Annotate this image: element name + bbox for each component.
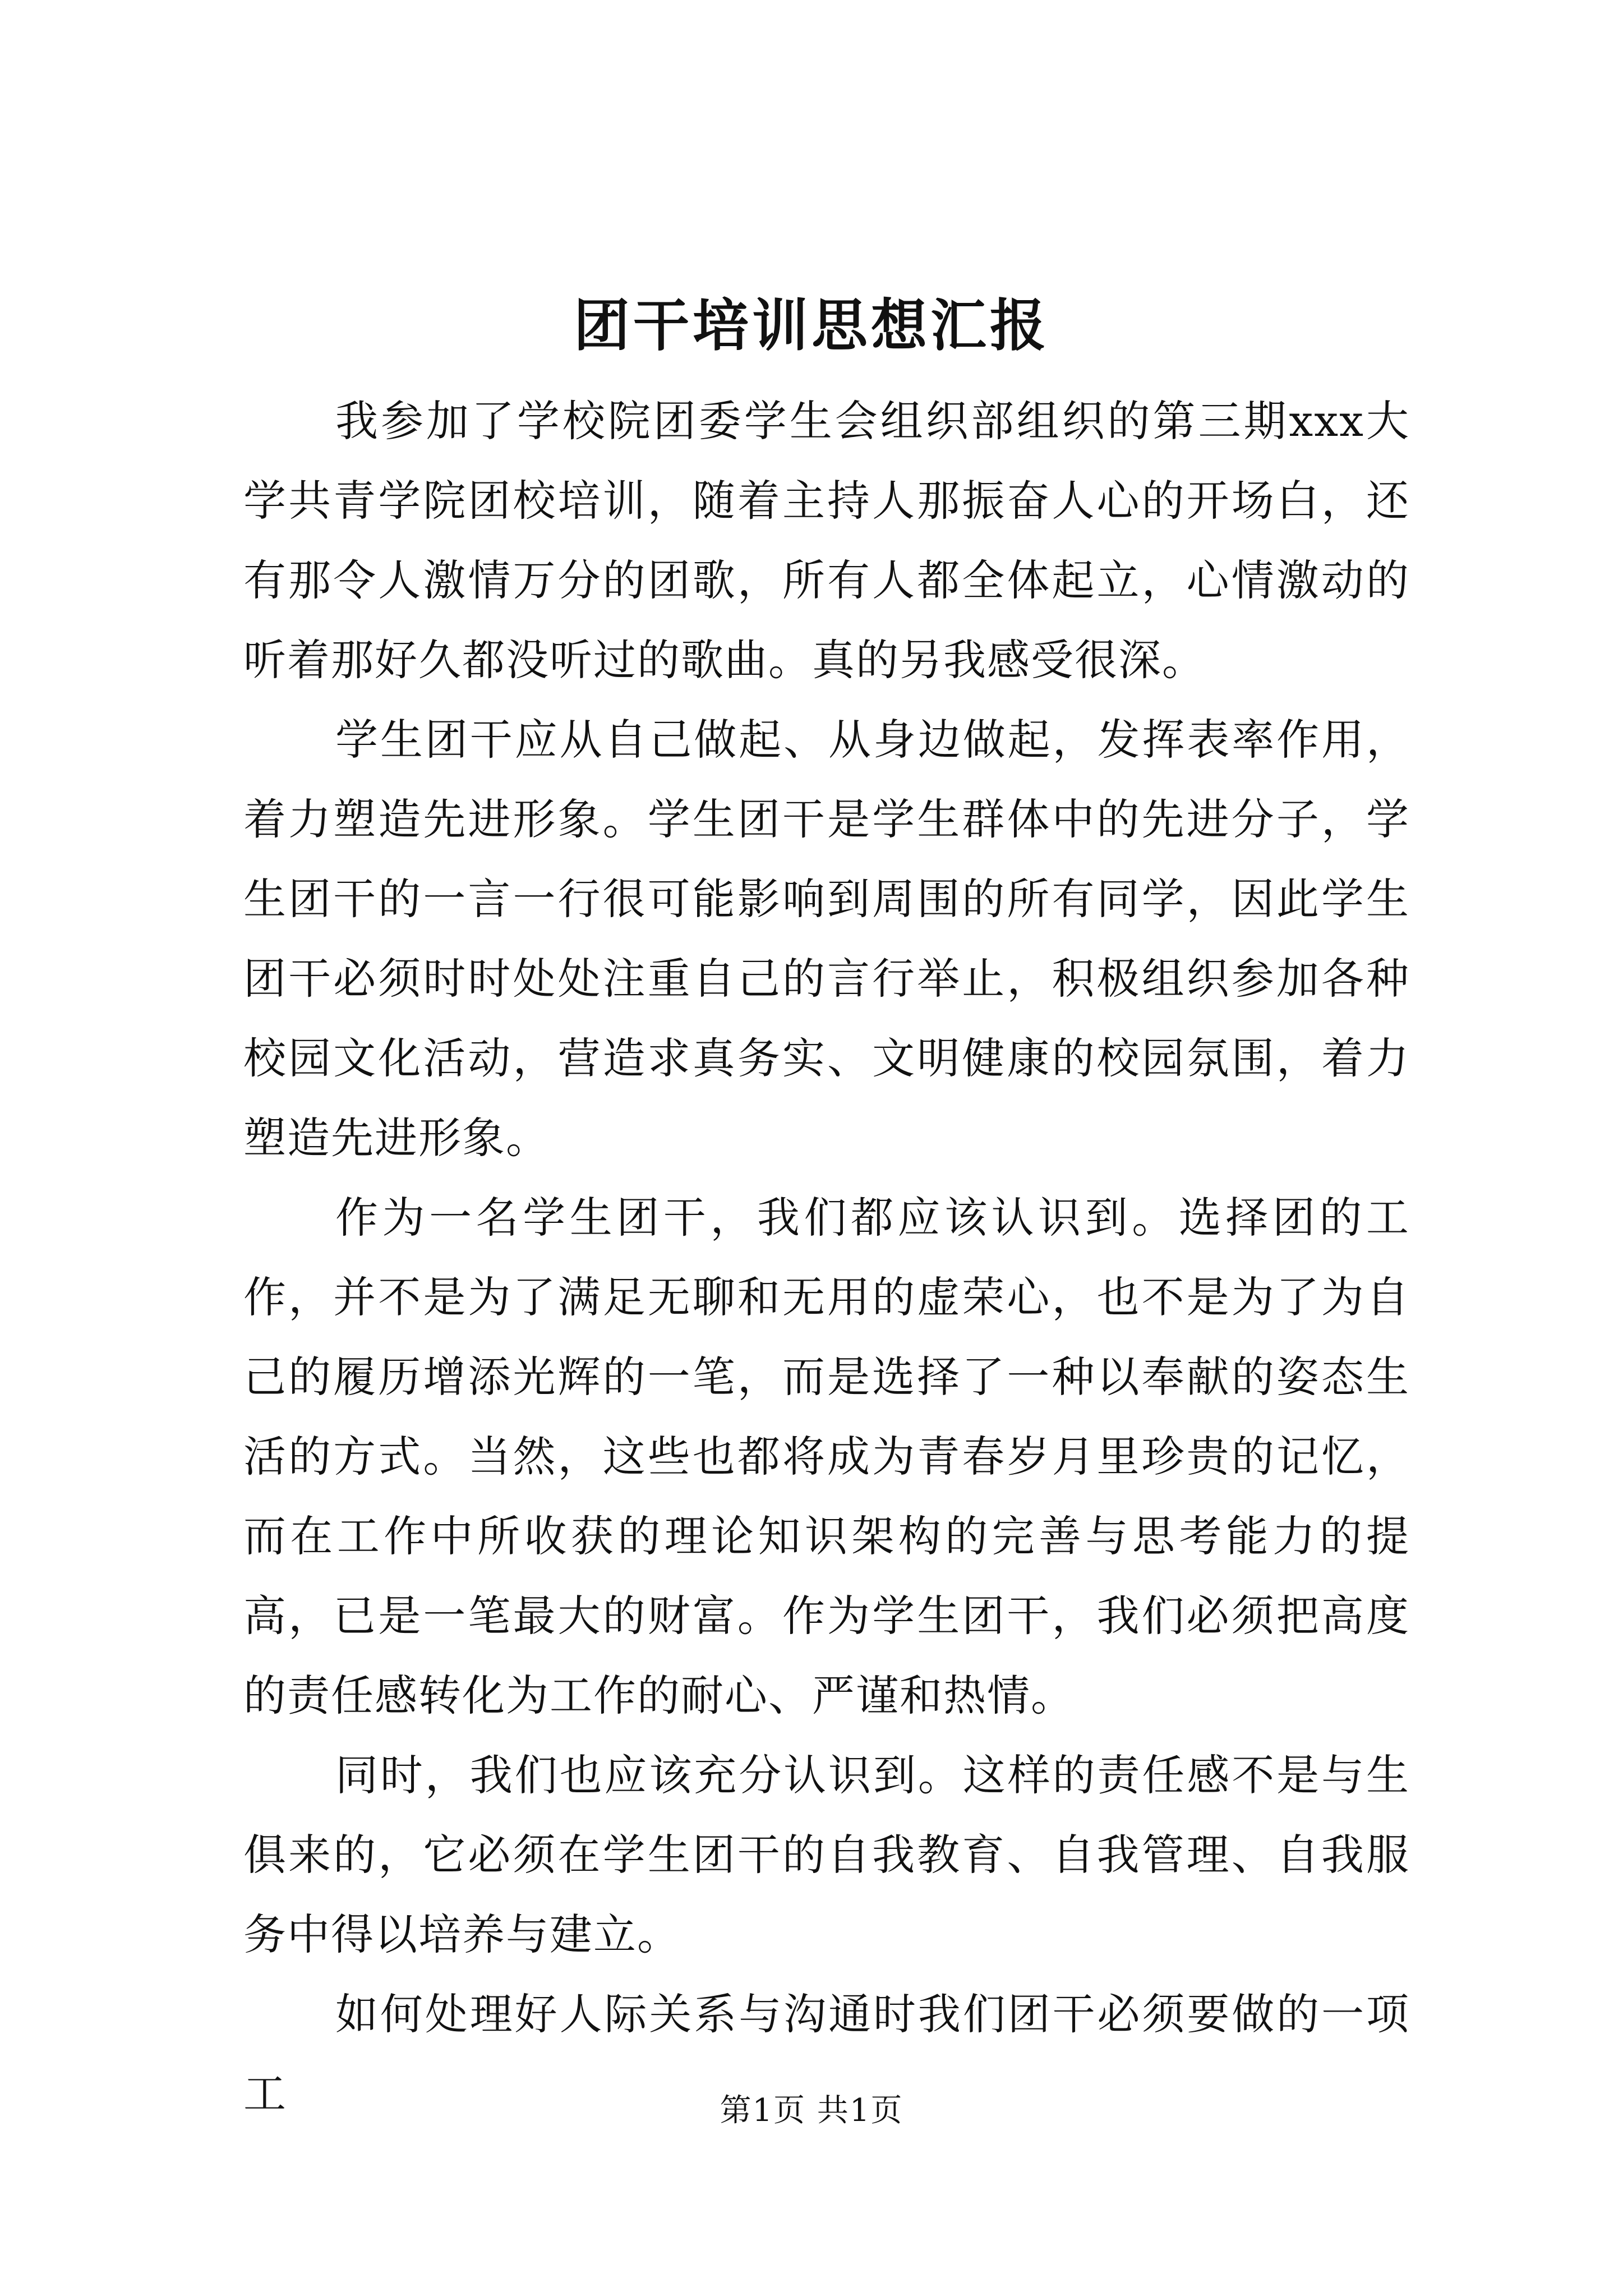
page-footer: 第1页 共1页 [720,2092,903,2129]
document-title: 团干培训思想汇报 [574,292,1049,358]
paragraph-1: 我参加了学校院团委学生会组织部组织的第三期xxx大学共青学院团校培训，随着主持人那振奋人心的开场白，还有那令人激情万分的团歌，所有人都全体起立，心情激动的听着那好久都没听过的歌曲。真的另我感受很深。 [243,396,1410,685]
paragraph-5: 如何处理好人际关系与沟通时我们团干必须要做的一项工 [243,1989,1410,2119]
paragraph-3: 作为一名学生团干，我们都应该认识到。选择团的工作，并不是为了满足无聊和无用的虚荣心，也不是为了为自己的履历增添光辉的一笔，而是选择了一种以奉献的姿态生活的方式。当然，这些也都将成为青春岁月里珍贵的记忆，而在工作中所收获的理论知识架构的完善与思考能力的提高，已是一笔最大的财富。作为学生团干，我们必须把高度的责任感转化为工作的耐心、严谨和热情。 [243,1193,1410,1720]
paragraph-2: 学生团干应从自己做起、从身边做起，发挥表率作用，着力塑造先进形象。学生团干是学生群体中的先进分子，学生团干的一言一行很可能影响到周围的所有同学，因此学生团干必须时时处处注重自己的言行举止，积极组织参加各种校园文化活动，营造求真务实、文明健康的校园氛围，着力塑造先进形象。 [243,715,1410,1163]
document-body [243,381,1410,2134]
paragraph-4: 同时，我们也应该充分认识到。这样的责任感不是与生俱来的，它必须在学生团干的自我教育、自我管理、自我服务中得以培养与建立。 [243,1750,1410,1959]
